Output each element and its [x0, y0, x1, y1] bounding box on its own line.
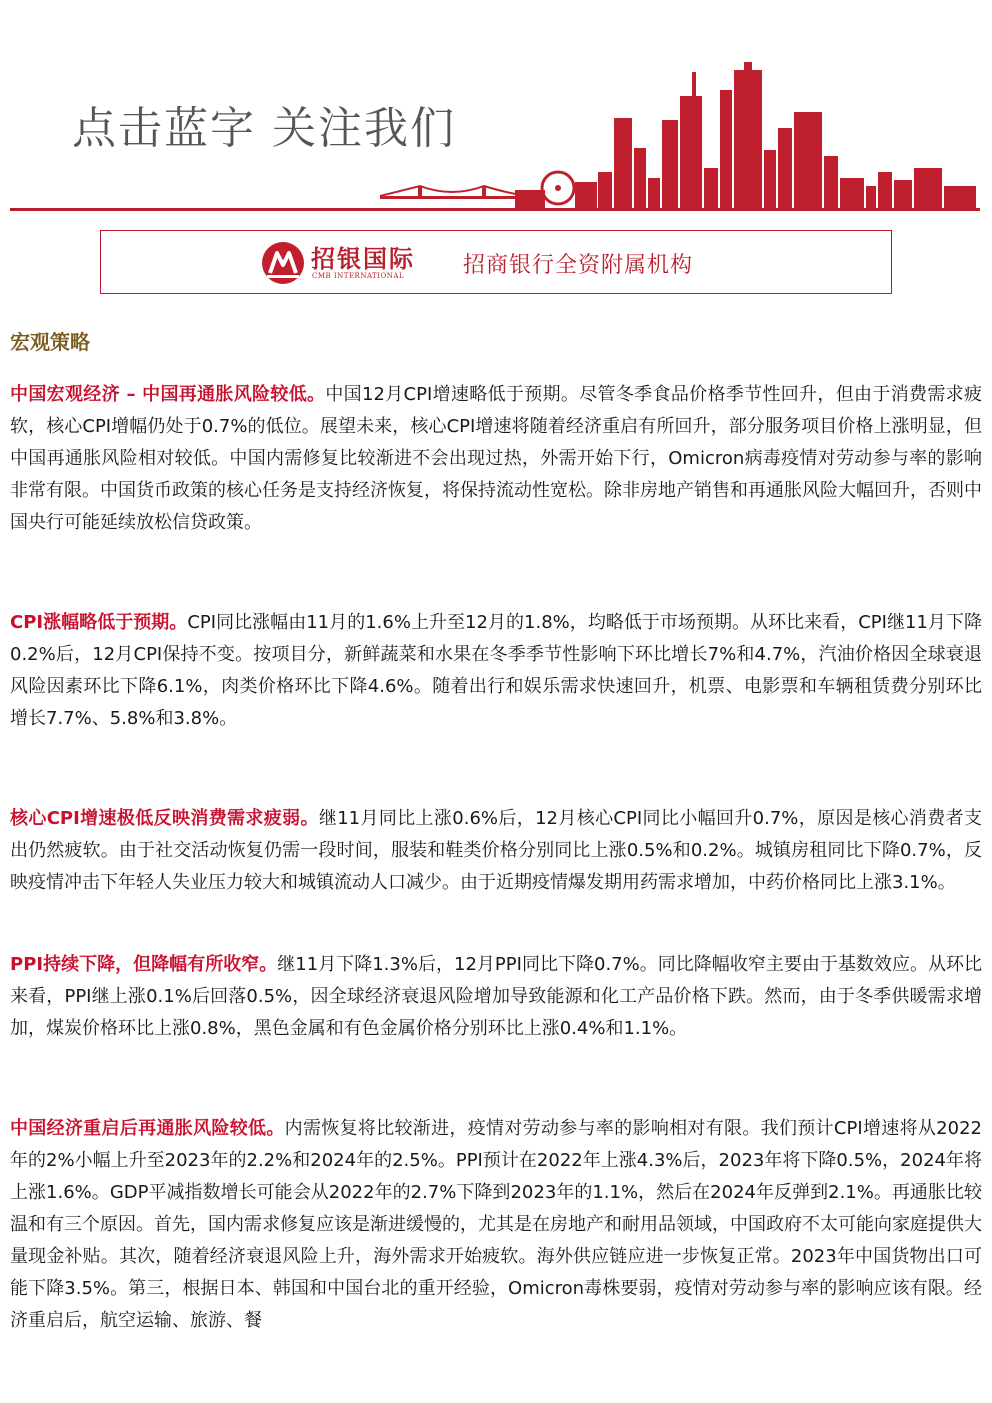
paragraph-body: 继11月同比上涨0.6%后，12月核心CPI同比小幅回升0.7%，原因是核心消费者支出仍然疲软。由于社交活动恢复仍需一段时间，服装和鞋类价格分别同比上涨0.5%和0.2%。城镇房租同比下降0.7%，反映疫情冲击下年轻人失业压力较大和城镇流动人口减少。由于近期疫情爆发期用药需求增加，中药价格同比上涨3.1%。: [10, 808, 982, 893]
cmbi-logo-icon: [261, 241, 305, 285]
brand-name-en: CMB INTERNATIONAL: [312, 272, 405, 280]
paragraph-lead: CPI涨幅略低于预期。: [10, 612, 188, 633]
brand-banner: [100, 230, 892, 294]
paragraph-reflation-outlook: [10, 1113, 982, 1337]
brand-name-cn: 招银国际: [311, 245, 415, 273]
brand-tagline: 招商银行全资附属机构: [463, 253, 694, 278]
paragraph-lead: 核心CPI增速极低反映消费需求疲弱。: [10, 808, 319, 829]
paragraph-cpi: [10, 607, 982, 735]
header-divider: [10, 208, 980, 211]
section-heading: 宏观策略: [10, 330, 90, 354]
paragraph-core-cpi: [10, 803, 982, 899]
paragraph-lead: 中国经济重启后再通胀风险较低。: [10, 1118, 285, 1139]
paragraph-ppi: [10, 949, 982, 1045]
paragraph-macro-economy: [10, 379, 982, 539]
paragraph-lead: 中国宏观经济 – 中国再通胀风险较低。: [10, 384, 326, 405]
page-title: 点击蓝字 关注我们: [72, 103, 456, 154]
paragraph-body: 内需恢复将比较渐进，疫情对劳动参与率的影响相对有限。我们预计CPI增速将从2022年的2%小幅上升至2023年的2.2%和2024年的2.5%。PPI预计在2022年上涨4.3%后，2023年将下降0.5%，2024年将上涨1.6%。GDP平减指数增长可能会从2022年的2.7%下降到2023年的1.1%，然后在2024年反弹到2.1%。再通胀比较温和有三个原因。首先，国内需求修复应该是渐进缓慢的，尤其是在房地产和耐用品领域，中国政府不太可能向家庭提供大量现金补贴。其次，随着经济衰退风险上升，海外需求开始疲软。海外供应链应进一步恢复正常。2023年中国货物出口可能下降3.5%。第三，根据日本、韩国和中国台北的重开经验，Omicron毒株要弱，疫情对劳动参与率的影响应该有限。经济重启后，航空运输、旅游、餐: [10, 1118, 982, 1331]
paragraph-body: 继11月下降1.3%后，12月PPI同比下降0.7%。同比降幅收窄主要由于基数效应。从环比来看，PPI继上涨0.1%后回落0.5%，因全球经济衰退风险增加导致能源和化工产品价格下跌。然而，由于冬季供暖需求增加，煤炭价格环比上涨0.8%，黑色金属和有色金属价格分别环比上涨0.4%和1.1%。: [10, 954, 982, 1039]
paragraph-lead: PPI持续下降，但降幅有所收窄。: [10, 954, 278, 975]
paragraph-body: CPI同比涨幅由11月的1.6%上升至12月的1.8%，均略低于市场预期。从环比来看，CPI继11月下降0.2%后，12月CPI保持不变。按项目分，新鲜蔬菜和水果在冬季季节性影响下环比增长7%和4.7%，汽油价格因全球衰退风险因素环比下降6.1%，肉类价格环比下降4.6%。随着出行和娱乐需求快速回升，机票、电影票和车辆租赁费分别环比增长7.7%、5.8%和3.8%。: [10, 612, 982, 729]
paragraph-body: 中国12月CPI增速略低于预期。尽管冬季食品价格季节性回升，但由于消费需求疲软，核心CPI增幅仍处于0.7%的低位。展望未来，核心CPI增速将随着经济重启有所回升，部分服务项目价格上涨明显，但中国再通胀风险相对较低。中国内需修复比较渐进不会出现过热，外需开始下行，Omicron病毒疫情对劳动参与率的影响非常有限。中国货币政策的核心任务是支持经济恢复，将保持流动性宽松。除非房地产销售和再通胀风险大幅回升，否则中国央行可能延续放松信贷政策。: [10, 384, 982, 533]
page-header: [0, 0, 992, 215]
